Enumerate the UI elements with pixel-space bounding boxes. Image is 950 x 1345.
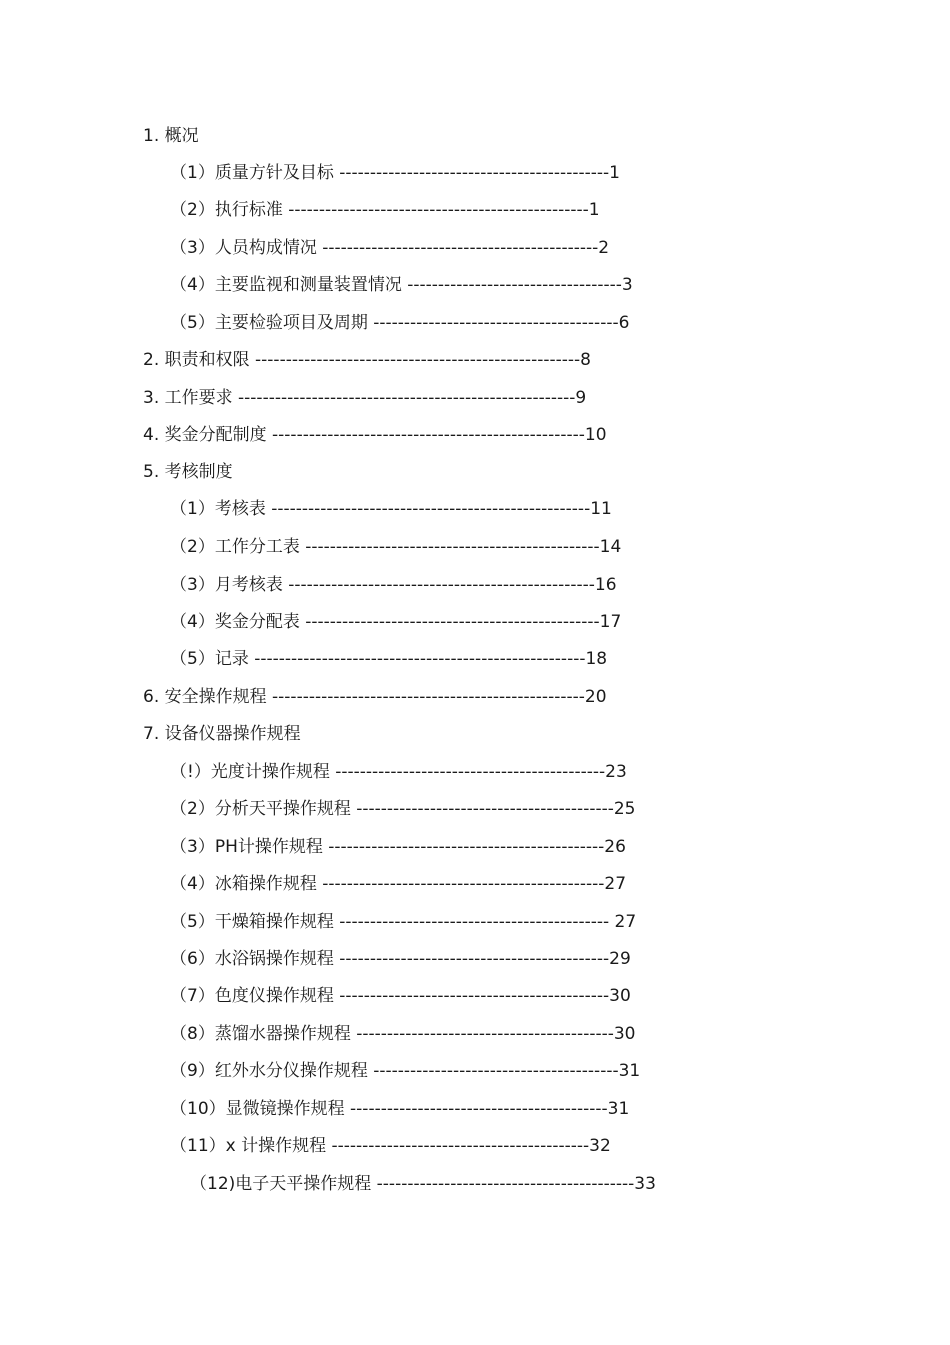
toc-heading-1: 1. 概况 (143, 126, 199, 146)
toc-entry-7-8: （8）蒸馏水器操作规程 ------------------------------------------30 (170, 1024, 636, 1044)
toc-entry-5-4: （4）奖金分配表 ------------------------------------------------17 (170, 612, 622, 632)
toc-entry-7-7: （7）色度仪操作规程 --------------------------------------------30 (170, 986, 631, 1006)
toc-entry-7-6: （6）水浴锅操作规程 --------------------------------------------29 (170, 949, 631, 969)
toc-entry-7-11: （11）x 计操作规程 ------------------------------------------32 (170, 1136, 611, 1156)
toc-entry-5-1: （1）考核表 ----------------------------------------------------11 (170, 499, 612, 519)
toc-entry-1-5: （5）主要检验项目及周期 ----------------------------------------6 (170, 313, 630, 333)
toc-entry-5-3: （3）月考核表 --------------------------------------------------16 (170, 575, 617, 595)
toc-entry-7-12: （12)电子天平操作规程 ------------------------------------------33 (190, 1174, 656, 1194)
toc-heading-6: 6. 安全操作规程 ---------------------------------------------------20 (143, 687, 607, 707)
toc-entry-7-2: （2）分析天平操作规程 ------------------------------------------25 (170, 799, 636, 819)
toc-entry-7-3: （3）PH计操作规程 ---------------------------------------------26 (170, 837, 626, 857)
toc-entry-1-4: （4）主要监视和测量装置情况 -----------------------------------3 (170, 275, 633, 295)
toc-heading-5: 5. 考核制度 (143, 462, 233, 482)
toc-heading-2: 2. 职责和权限 -----------------------------------------------------8 (143, 350, 591, 370)
toc-entry-1-3: （3）人员构成情况 ---------------------------------------------2 (170, 238, 610, 258)
toc-entry-1-1: （1）质量方针及目标 --------------------------------------------1 (170, 163, 620, 183)
toc-entry-7-1: （!）光度计操作规程 --------------------------------------------23 (170, 762, 627, 782)
toc-entry-5-2: （2）工作分工表 ------------------------------------------------14 (170, 537, 622, 557)
toc-entry-7-9: （9）红外水分仪操作规程 ----------------------------------------31 (170, 1061, 641, 1081)
toc-heading-4: 4. 奖金分配制度 ---------------------------------------------------10 (143, 425, 607, 445)
toc-entry-7-5: （5）干燥箱操作规程 -------------------------------------------- 27 (170, 912, 637, 932)
toc-heading-3: 3. 工作要求 -------------------------------------------------------9 (143, 388, 587, 408)
toc-entry-5-5: （5）记录 ------------------------------------------------------18 (170, 649, 608, 669)
toc-entry-7-4: （4）冰箱操作规程 ----------------------------------------------27 (170, 874, 627, 894)
toc-heading-7: 7. 设备仪器操作规程 (143, 724, 301, 744)
toc-entry-7-10: （10）显微镜操作规程 ------------------------------------------31 (170, 1099, 630, 1119)
toc-entry-1-2: （2）执行标准 -------------------------------------------------1 (170, 200, 600, 220)
